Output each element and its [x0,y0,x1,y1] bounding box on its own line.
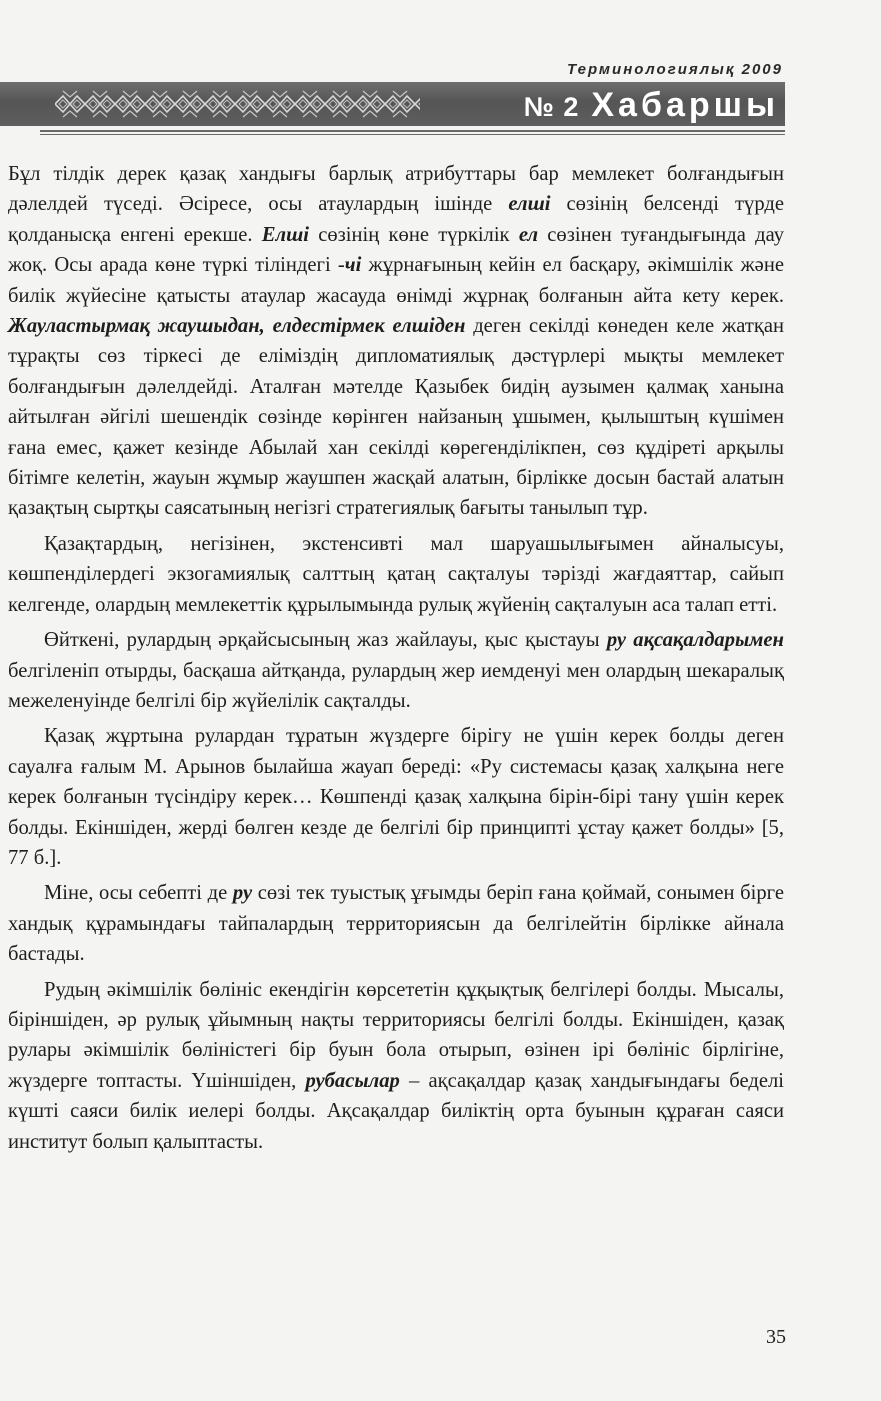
text-run: – ақсақалдар қазақ хандығындағы беделі күшті саяси билік иелері болды. Ақсақалдар биліктің орта буынын құраған саяси институт болып қалыптасты. [8,1069,784,1153]
text-run: деген секілді көнеден келе жатқан тұрақты сөз тіркесі де еліміздің дипломатиялық дәстүрлері мықты мемлекет болғандығын дәлелдейді. Аталған мәтелде Қазыбек бидің аузымен қалмақ ханына айтылған әйгілі шешендік сөзінде көрінген найзаның ұшымен, қылыштың күшімен ғана емес, қажет кезінде Абылай хан секілді көрегенділікпен, сөз құдіреті арқылы бітімге келетін, жауын жұмыр жаушпен жасқай алатын, бірлікке досын бастай алатын қазақтың сыртқы саясатының негізгі стратегиялық бағыты танылып тұр. [8,315,784,520]
paragraph [8,721,784,873]
journal-name: Хабаршы [591,86,779,124]
emphasized-term: Жауластырмақ жаушыдан, елдестірмек елшіден [8,315,466,338]
page-number: 35 [766,1326,786,1348]
text-run: Бұл тілдік дерек қазақ хандығы барлық атрибуттары бар мемлекет болғандығын дәлелдей түседі. Әсіресе, осы атаулардың ішінде [8,163,784,216]
paragraph [8,625,784,716]
text-run: сөзінің көне түркілік [308,223,519,246]
text-run: жұрнағының кейін ел басқару, әкімшілік және билік жүйесіне қатысты атаулар жасауда өнімді жұрнақ болғанын айта кету керек. [8,254,784,307]
text-run: белгіленіп отырды, басқаша айтқанда, рулардың жер иемденуі мен олардың шекаралық межеленуінде белгілі бір жүйелілік сақталды. [8,659,784,712]
emphasized-term: Елші [261,223,309,246]
ornament-pattern [55,85,420,123]
header-rule-top [40,130,785,132]
emphasized-term: елші [508,193,551,216]
text-run: Міне, осы себепті де [44,882,233,905]
text-run: сөзі тек туыстық ұғымды беріп ғана қоймай, сонымен бірге хандық құрамындағы тайпалардың территориясын да белгілейтін бірлікке айнала бастады. [8,882,784,966]
paragraph [8,878,784,969]
text-run: Өйткені, рулардың әрқайсысының жаз жайлауы, қыс қыстауы [44,629,607,652]
issue-number: № 2 [523,92,580,122]
text-run: Рудың әкімшілік бөлініс екендігін көрсететін құқықтық белгілері болды. Мысалы, біріншіден, әр рулық ұйымның нақты территориясы белгілі болды. Екіншіден, қазақ рулары әкімшілік бөліністегі бір буын бола отырып, өзінен ірі бөлініс бірлігіне, жүздерге топтасты. Үшіншіден, [8,978,784,1092]
emphasized-term: чі [344,254,362,277]
issue-label [524,86,779,125]
paragraph [8,529,784,620]
paragraph [8,159,784,524]
header-band [0,82,785,126]
emphasized-term: ру [232,882,253,905]
text-run: сөзінен туғандығында дау жоқ. Осы арада көне түркі тіліндегі - [8,223,784,277]
text-run: сөзінің белсенді түрде қолданысқа енгені ерекше. [8,193,784,246]
article-body [8,159,784,1162]
emphasized-term: ру ақсақалдарымен [606,629,784,652]
emphasized-term: рубасылар [305,1069,400,1092]
text-run: Қазақ жұртына рулардан тұратын жүздерге бірігу не үшін керек болды деген сауалға ғалым М. Арынов былайша жауап береді: «Ру системасы қазақ халқына неге керек болғанын түсіндіру керек… Көшпенді қазақ халқына бірін-бірі тану үшін керек болды. Екіншіден, жерді бөлген кезде де белгілі бір принципті ұстау қажет болды» [5, 77 б.]. [8,725,784,869]
emphasized-term: ел [518,223,539,246]
paragraph [8,975,784,1157]
text-run: Қазақтардың, негізінен, экстенсивті мал шаруашылығымен айналысуы, көшпенділердегі экзогамиялық салттың қатаң сақталуы тәрізді жағдаяттар, сайып келгенде, олардың мемлекеттік құрылымында рулық жүйенің сақталуын аса талап етті. [8,532,784,616]
header-rule-bottom [40,134,785,135]
journal-title: Терминологиялық 2009 [567,61,783,78]
